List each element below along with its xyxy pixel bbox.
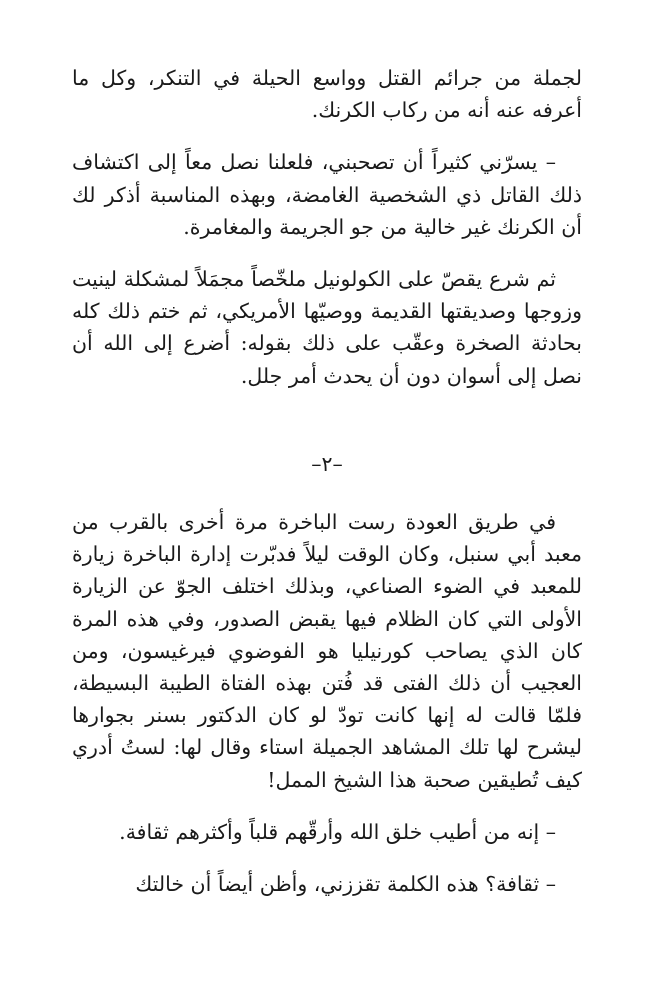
section-number: –٢– (311, 451, 343, 476)
paragraph-dialogue: – ثقافة؟ هذه الكلمة تقززني، وأظن أيضاً أن خالتك (135, 872, 556, 897)
paragraph-dialogue: – إنه من أطيب خلق الله وأرقّهم قلباً وأكثرهم ثقافة. (119, 819, 556, 844)
paragraph-dialogue: – يسرّني كثيراً أن تصحبني، فلعلنا نصل معاً إلى اكتشاف ذلك القاتل ذي الشخصية الغامضة، وبهذه المناسبة أذكر لك أن الكرنك غير خالية من جو الجريمة والمغامرة. (72, 150, 582, 239)
paragraph-continuation: لجملة من جرائم القتل وواسع الحيلة في التنكر، وكل ما أعرفه عنه أنه من ركاب الكرنك. (72, 66, 582, 123)
paragraph-narration: ثم شرع يقصّ على الكولونيل ملخّصاً مجمَلاً لمشكلة لينيت وزوجها وصديقتها القديمة ووصيّها الأمريكي، ثم ختم ذلك كله بحادثة الصخرة وعقّب على ذلك بقوله: أضرع إلى الله أن نصل إلى أسوان دون أن يحدث أمر جلل. (72, 267, 582, 388)
paragraph-section-start: في طريق العودة رست الباخرة مرة أخرى بالقرب من معبد أبي سنبل، وكان الوقت ليلاً فدبّرت إدارة الباخرة زيارة للمعبد في الضوء الصناعي، وبذلك اختلف الجوّ عن الزيارة الأولى التي كان الظلام فيها يقبض الصدور، وفي هذه المرة كان الذي يصاحب كورنيليا هو الفوضوي فيرغيسون، ومن العجيب أن ذلك الفتى قد فُتن بهذه الفتاة الطيبة البسيطة، فلمّا قالت له إنها كانت تودّ لو كان الدكتور بسنر بجوارها ليشرح لها تلك المشاهد الجميلة استاء وقال لها: لستُ أدري كيف تُطيقين صحبة هذا الشيخ الممل! (72, 510, 582, 792)
book-page (72, 62, 582, 900)
